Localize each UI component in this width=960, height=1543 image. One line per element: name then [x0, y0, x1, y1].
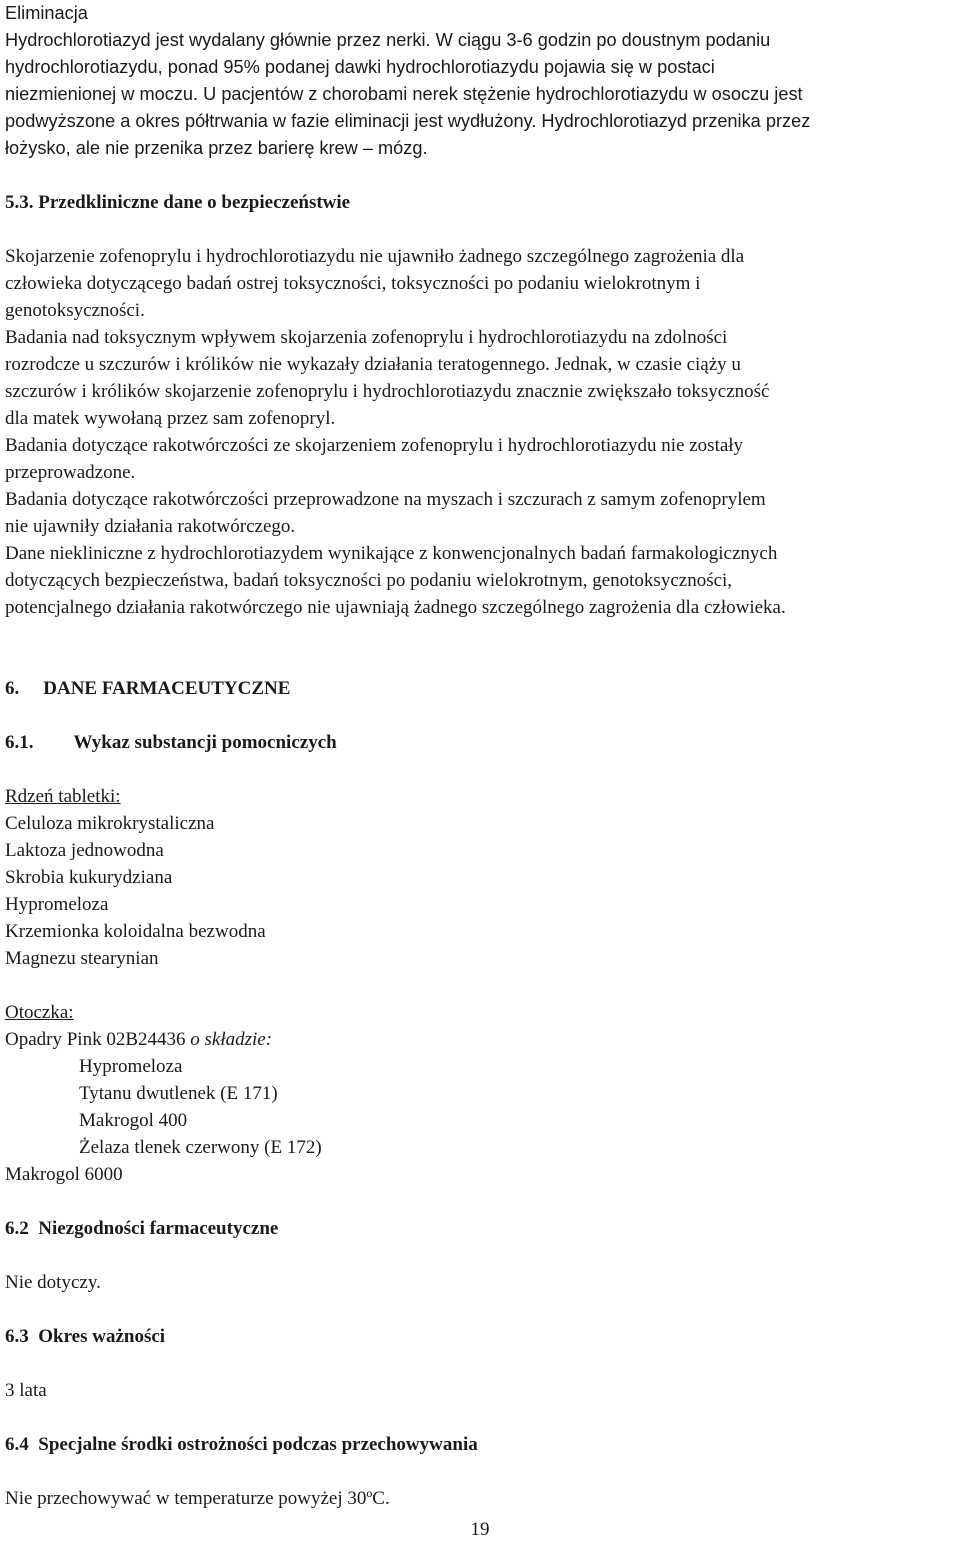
preclinical-paragraph-3 [5, 432, 955, 486]
document-page [5, 0, 955, 1512]
coating-extra: Makrogol 6000 [5, 1164, 123, 1185]
section-5-3-title: 5.3. Przedkliniczne dane o bezpieczeństwie [5, 192, 351, 213]
coating-main [5, 1026, 955, 1053]
elimination-line: niezmienionej w moczu. U pacjentów z chorobami nerek stężenie hydrochlorotiazydu w osoczu jest [5, 84, 803, 104]
elimination-heading: Eliminacja [5, 3, 88, 23]
text-line: Dane niekliniczne z hydrochlorotiazydem wynikające z konwencjonalnych badań farmakologicznych [5, 543, 778, 564]
text-line: genotoksyczności. [5, 300, 145, 321]
page-number: 19 [470, 1519, 490, 1540]
text-line: szczurów i królików skojarzenie zofenoprylu i hydrochlorotiazydu znacznie zwiększało toksyczność [5, 381, 770, 402]
list-item: Hypromeloza [5, 894, 109, 915]
list-item: Magnezu stearynian [5, 948, 159, 969]
text-line: dla matek wywołaną przez sam zofenopryl. [5, 408, 336, 429]
text-line: Badania dotyczące rakotwórczości ze skojarzeniem zofenoprylu i hydrochlorotiazydu nie zostały [5, 435, 744, 456]
list-item: Skrobia kukurydziana [5, 867, 173, 888]
text-line: Badania nad toksycznym wpływem skojarzenia zofenoprylu i hydrochlorotiazydu na zdolności [5, 327, 728, 348]
preclinical-paragraph-5 [5, 540, 955, 621]
list-item: Krzemionka koloidalna bezwodna [5, 921, 266, 942]
elimination-line: hydrochlorotiazydu, ponad 95% podanej dawki hydrochlorotiazydu pojawia się w postaci [5, 57, 715, 77]
preclinical-paragraph-1 [5, 243, 955, 324]
text-line: przeprowadzone. [5, 462, 136, 483]
text-line: dotyczących bezpieczeństwa, badań toksyczności po podaniu wielokrotnym, genotoksyczności, [5, 570, 733, 591]
text-line: Badania dotyczące rakotwórczości przeprowadzone na myszach i szczurach z samym zofenoprylem [5, 489, 766, 510]
preclinical-paragraph-4 [5, 486, 955, 540]
core-label: Rdzeń tabletki: [5, 786, 121, 807]
section-6-4-title: 6.4 Specjalne środki ostrożności podczas przechowywania [5, 1434, 478, 1455]
section-6-2-title: 6.2 Niezgodności farmaceutyczne [5, 1218, 279, 1239]
preclinical-paragraph-2 [5, 324, 955, 432]
section-6-1-number: 6.1. [5, 732, 34, 753]
section-6-number: 6. [5, 678, 20, 699]
list-item: Żelaza tlenek czerwony (E 172) [79, 1137, 322, 1158]
list-item: Hypromeloza [79, 1056, 183, 1077]
text-line: potencjalnego działania rakotwórczego nie ujawniają żadnego szczególnego zagrożenia dla człowieka. [5, 597, 786, 618]
section-6-2-text: Nie dotyczy. [5, 1272, 101, 1293]
elimination-line: łożysko, ale nie przenika przez barierę krew – mózg. [5, 138, 428, 158]
list-item: Celuloza mikrokrystaliczna [5, 813, 215, 834]
section-6-3-title: 6.3 Okres ważności [5, 1326, 166, 1347]
coating-name: Opadry Pink 02B24436 [5, 1029, 186, 1050]
text-line: nie ujawniły działania rakotwórczego. [5, 516, 296, 537]
elimination-section [5, 0, 955, 162]
coating-label: Otoczka: [5, 1002, 74, 1023]
coating-composition-list [5, 1053, 955, 1161]
list-item: Tytanu dwutlenek (E 171) [79, 1083, 278, 1104]
section-6-1-title: Wykaz substancji pomocniczych [73, 732, 337, 753]
core-excipient-list [5, 810, 955, 972]
text-line: rozrodcze u szczurów i królików nie wykazały działania teratogennego. Jednak, w czasie ciąży u [5, 354, 741, 375]
list-item: Makrogol 400 [79, 1110, 188, 1131]
section-6-4-text: Nie przechowywać w temperaturze powyżej 30ºC. [5, 1488, 390, 1509]
text-line: Skojarzenie zofenoprylu i hydrochlorotiazydu nie ujawniło żadnego szczególnego zagrożenia dla [5, 246, 745, 267]
elimination-line: podwyższone a okres półtrwania w fazie eliminacji jest wydłużony. Hydrochlorotiazyd przenika przez [5, 111, 811, 131]
elimination-line: Hydrochlorotiazyd jest wydalany głównie przez nerki. W ciągu 3-6 godzin po doustnym podaniu [5, 30, 771, 50]
coating-composition-note: o składzie: [190, 1029, 273, 1050]
section-6-3-text: 3 lata [5, 1380, 47, 1401]
list-item: Laktoza jednowodna [5, 840, 164, 861]
text-line: człowieka dotyczącego badań ostrej toksyczności, toksyczności po podaniu wielokrotnym i [5, 273, 701, 294]
section-6-title: DANE FARMACEUTYCZNE [43, 678, 291, 699]
section-6-heading [5, 675, 955, 702]
section-6-1-heading [5, 729, 955, 756]
